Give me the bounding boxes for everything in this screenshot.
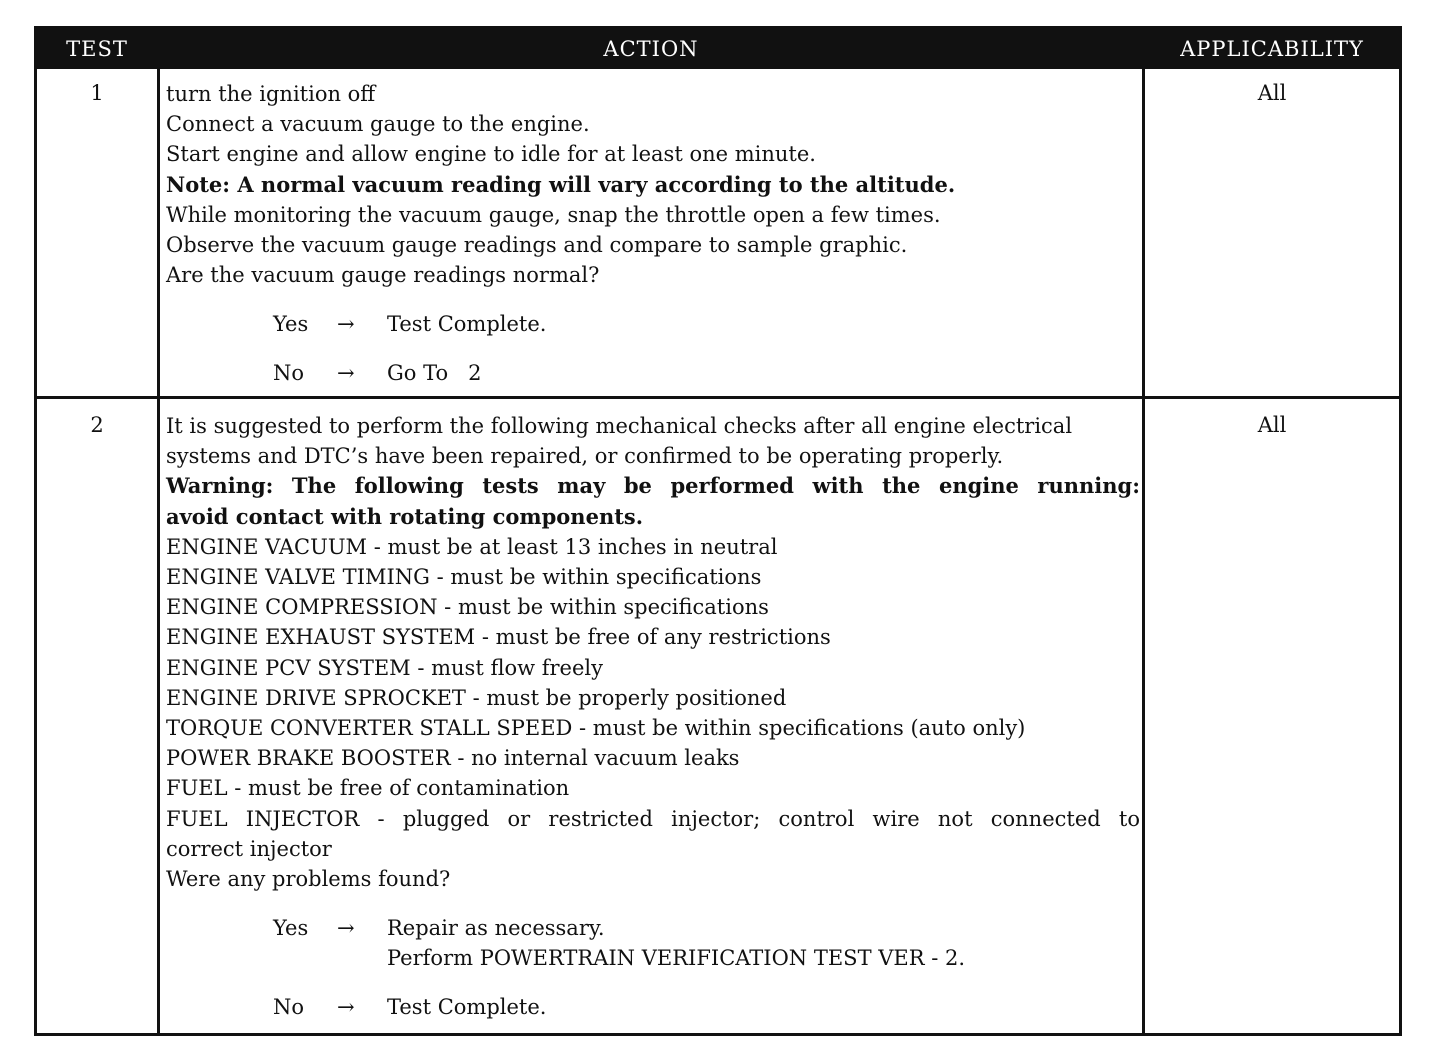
response-text: Repair as necessary.: [387, 916, 605, 941]
row-divider: [37, 396, 1399, 399]
check-line: ENGINE PCV SYSTEM - must flow freely: [166, 655, 603, 680]
check-line: FUEL - must be free of contamination: [166, 776, 570, 801]
column-divider: [157, 69, 160, 1033]
response-label: Yes: [273, 916, 309, 941]
response-text: Test Complete.: [387, 312, 547, 337]
arrow-icon: →: [337, 916, 355, 941]
table-header: [37, 29, 1399, 69]
header-applicability: APPLICABILITY: [1180, 37, 1364, 61]
response-label: No: [273, 995, 305, 1020]
check-line: ENGINE EXHAUST SYSTEM - must be free of any restrictions: [166, 625, 831, 650]
check-line: correct injector: [166, 836, 332, 861]
response-label: No: [273, 361, 305, 386]
arrow-icon: →: [337, 312, 355, 337]
column-divider: [1142, 69, 1145, 1033]
check-line: ENGINE COMPRESSION - must be within specifications: [166, 595, 769, 620]
action-line: systems and DTC’s have been repaired, or confirmed to be operating properly.: [166, 444, 1004, 469]
applicability-value: All: [1257, 413, 1287, 437]
response-yes: [166, 309, 1140, 339]
response-no: [166, 992, 1140, 1022]
question-line: Are the vacuum gauge readings normal?: [166, 263, 600, 288]
check-line: FUEL INJECTOR - plugged or restricted injector; control wire not connected to: [166, 806, 1140, 831]
check-line: POWER BRAKE BOOSTER - no internal vacuum leaks: [166, 746, 740, 771]
action-line: It is suggested to perform the following mechanical checks after all engine electrical: [166, 414, 1073, 438]
action-line: Start engine and allow engine to idle for at least one minute.: [166, 142, 816, 167]
action-line: turn the ignition off: [166, 82, 376, 106]
question-line: Were any problems found?: [166, 867, 451, 892]
check-line: ENGINE VACUUM - must be at least 13 inches in neutral: [166, 534, 778, 559]
check-line: ENGINE VALVE TIMING - must be within specifications: [166, 565, 762, 590]
arrow-icon: →: [337, 995, 355, 1020]
test-number: 1: [90, 81, 104, 105]
action-cell: [166, 79, 1140, 388]
action-line: Connect a vacuum gauge to the engine.: [166, 112, 590, 137]
check-line: TORQUE CONVERTER STALL SPEED - must be within specifications (auto only): [166, 716, 1026, 741]
check-line: ENGINE DRIVE SPROCKET - must be properly positioned: [166, 685, 787, 710]
action-line: Observe the vacuum gauge readings and compare to sample graphic.: [166, 233, 908, 258]
response-text: Go To 2: [387, 361, 482, 386]
action-cell: [166, 411, 1140, 1022]
arrow-icon: →: [337, 361, 355, 386]
response-no: [166, 358, 1140, 388]
diagnostic-table: [34, 26, 1402, 1036]
response-text: Test Complete.: [387, 995, 547, 1020]
response-yes: [166, 913, 1140, 973]
header-action: ACTION: [603, 37, 699, 61]
action-line: While monitoring the vacuum gauge, snap the throttle open a few times.: [166, 202, 941, 227]
warning-line: avoid contact with rotating components.: [166, 503, 644, 529]
response-label: Yes: [273, 312, 309, 337]
test-number: 2: [90, 413, 104, 437]
response-text: Perform POWERTRAIN VERIFICATION TEST VER - 2.: [387, 946, 966, 971]
header-test: TEST: [66, 37, 128, 61]
warning-line: Warning: The following tests may be performed with the engine running:: [166, 473, 1140, 499]
applicability-value: All: [1257, 81, 1287, 105]
note-line: Note: A normal vacuum reading will vary according to the altitude.: [166, 171, 956, 197]
